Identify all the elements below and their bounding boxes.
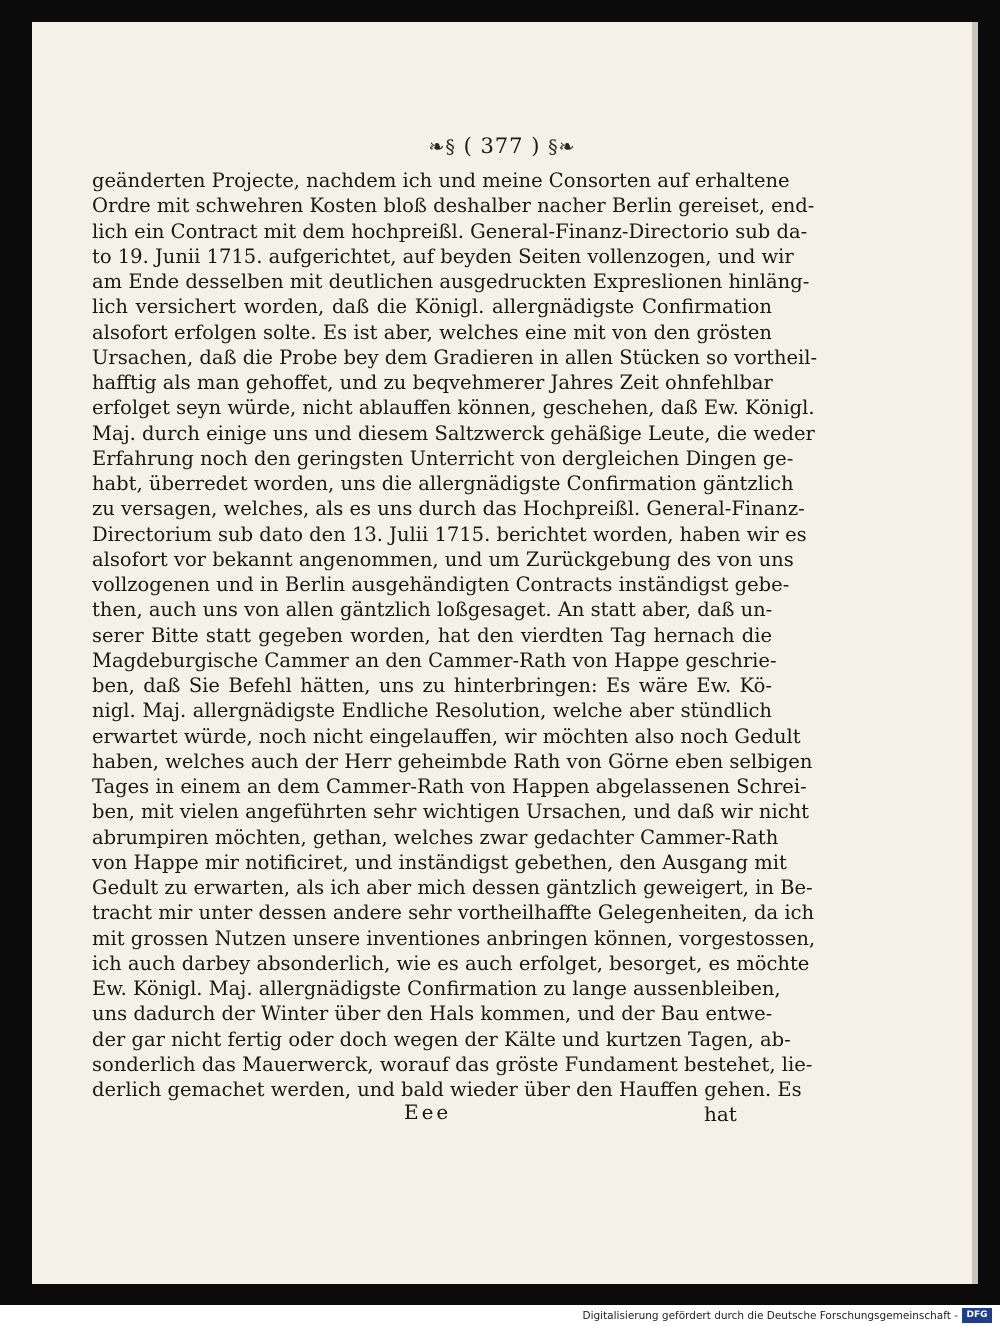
text-line: Ew. Königl. Maj. allergnädigste Confirmation zu lange aussenbleiben, (92, 977, 781, 1000)
catchword: hat (704, 1102, 737, 1126)
page-number: ( 377 ) (463, 134, 541, 158)
text-line: hafftig als man gehoffet, und zu beqvehmerer Jahres Zeit ohnfehlbar (92, 371, 773, 394)
text-line: vollzogenen und in Berlin ausgehändigten Contracts inständigst gebe- (92, 573, 790, 596)
text-line: lich ein Contract mit dem hochpreißl. General-Finanz-Directorio sub da- (92, 219, 808, 243)
text-line: alsofort erfolgen solte. Es ist aber, welches eine mit von den grösten (92, 320, 772, 344)
text-line: alsofort vor bekannt angenommen, und um Zurückgebung des von uns (92, 547, 794, 571)
text-line: Erfahrung noch den geringsten Unterricht von dergleichen Dingen ge- (92, 446, 794, 470)
text-line: Directorium sub dato den 13. Julii 1715. berichtet worden, haben wir es (92, 522, 807, 546)
text-line: Gedult zu erwarten, als ich aber mich dessen gäntzlich geweigert, in Be- (92, 876, 813, 899)
text-line: am Ende desselben mit deutlichen ausgedruckten Expreslionen hinläng- (92, 270, 810, 293)
text-line: habt, überredet worden, uns die allergnädigste Confirmation gäntzlich (92, 472, 794, 495)
text-line: Maj. durch einige uns und diesem Saltzwerck gehäßige Leute, die weder (92, 421, 815, 445)
text-line: sonderlich das Mauerwerck, worauf das gröste Fundament bestehet, lie- (92, 1052, 813, 1076)
text-line: abrumpiren möchten, gethan, welches zwar gedachter Cammer-Rath (92, 825, 779, 849)
book-page (32, 22, 972, 1284)
page-header (32, 134, 972, 158)
text-line: then, auch uns von allen gäntzlich loßgesaget. An statt aber, daß un- (92, 598, 773, 622)
page-edge (972, 22, 978, 1284)
text-line: von Happe mir notificiret, und inständigst gebethen, den Ausgang mit (92, 850, 787, 874)
text-line: to 19. Junii 1715. aufgerichtet, auf beyden Seiten vollenzogen, und wir (92, 244, 794, 268)
text-line: ben, mit vielen angeführten sehr wichtigen Ursachen, und daß wir nicht (92, 800, 810, 824)
text-line: erwartet würde, noch nicht eingelauffen, wir möchten also noch Gedult (92, 724, 801, 748)
footer-bar (0, 1305, 1000, 1326)
text-line: nigl. Maj. allergnädigste Endliche Resolution, welche aber stündlich (92, 699, 772, 723)
text-line: Ursachen, daß die Probe bey dem Gradieren in allen Stücken so vortheil- (92, 345, 818, 369)
text-line: ben, daß Sie Befehl hätten, uns zu hinterbringen: Es wäre Ew. Kö- (92, 674, 772, 697)
text-line: lich versichert worden, daß die Königl. allergnädigste Confirmation (92, 295, 772, 319)
text-line: derlich gemachet werden, und bald wieder über den Hauffen gehen. Es (92, 1078, 802, 1101)
body-text (92, 168, 818, 1102)
text-line: haben, welches auch der Herr geheimbde Rath von Görne eben selbigen (92, 749, 813, 773)
text-line: ich auch darbey absonderlich, wie es auch erfolget, besorget, es möchte (92, 951, 810, 975)
right-ornament: §❧ (548, 136, 576, 158)
text-line: Tages in einem an dem Cammer-Rath von Happen abgelassenen Schrei- (92, 775, 807, 798)
text-line: der gar nicht fertig oder doch wegen der Kälte und kurtzen Tagen, ab- (92, 1027, 791, 1051)
text-line: zu versagen, welches, als es uns durch das Hochpreißl. General-Finanz- (92, 497, 805, 521)
text-line: mit grossen Nutzen unsere inventiones anbringen können, vorgestossen, (92, 926, 816, 950)
text-line: serer Bitte statt gegeben worden, hat den vierdten Tag hernach die (92, 623, 772, 647)
text-line: Ordre mit schwehren Kosten bloß deshalber nacher Berlin gereiset, end- (92, 194, 815, 218)
dfg-logo: DFG (962, 1308, 992, 1323)
text-line: uns dadurch der Winter über den Hals kommen, und der Bau entwe- (92, 1002, 773, 1026)
text-line: geänderten Projecte, nachdem ich und meine Consorten auf erhaltene (92, 169, 790, 192)
text-line: tracht mir unter dessen andere sehr vortheilhaffte Gelegenheiten, da ich (92, 901, 815, 925)
signature-mark: Eee (404, 1100, 452, 1124)
digitization-credit: Digitalisierung gefördert durch die Deutsche Forschungsgemeinschaft - (582, 1310, 958, 1322)
left-ornament: ❧§ (428, 136, 456, 158)
text-line: Magdeburgische Cammer an den Cammer-Rath von Happe geschrie- (92, 648, 777, 672)
text-line: erfolget seyn würde, nicht ablauffen können, geschehen, daß Ew. Königl. (92, 396, 815, 420)
